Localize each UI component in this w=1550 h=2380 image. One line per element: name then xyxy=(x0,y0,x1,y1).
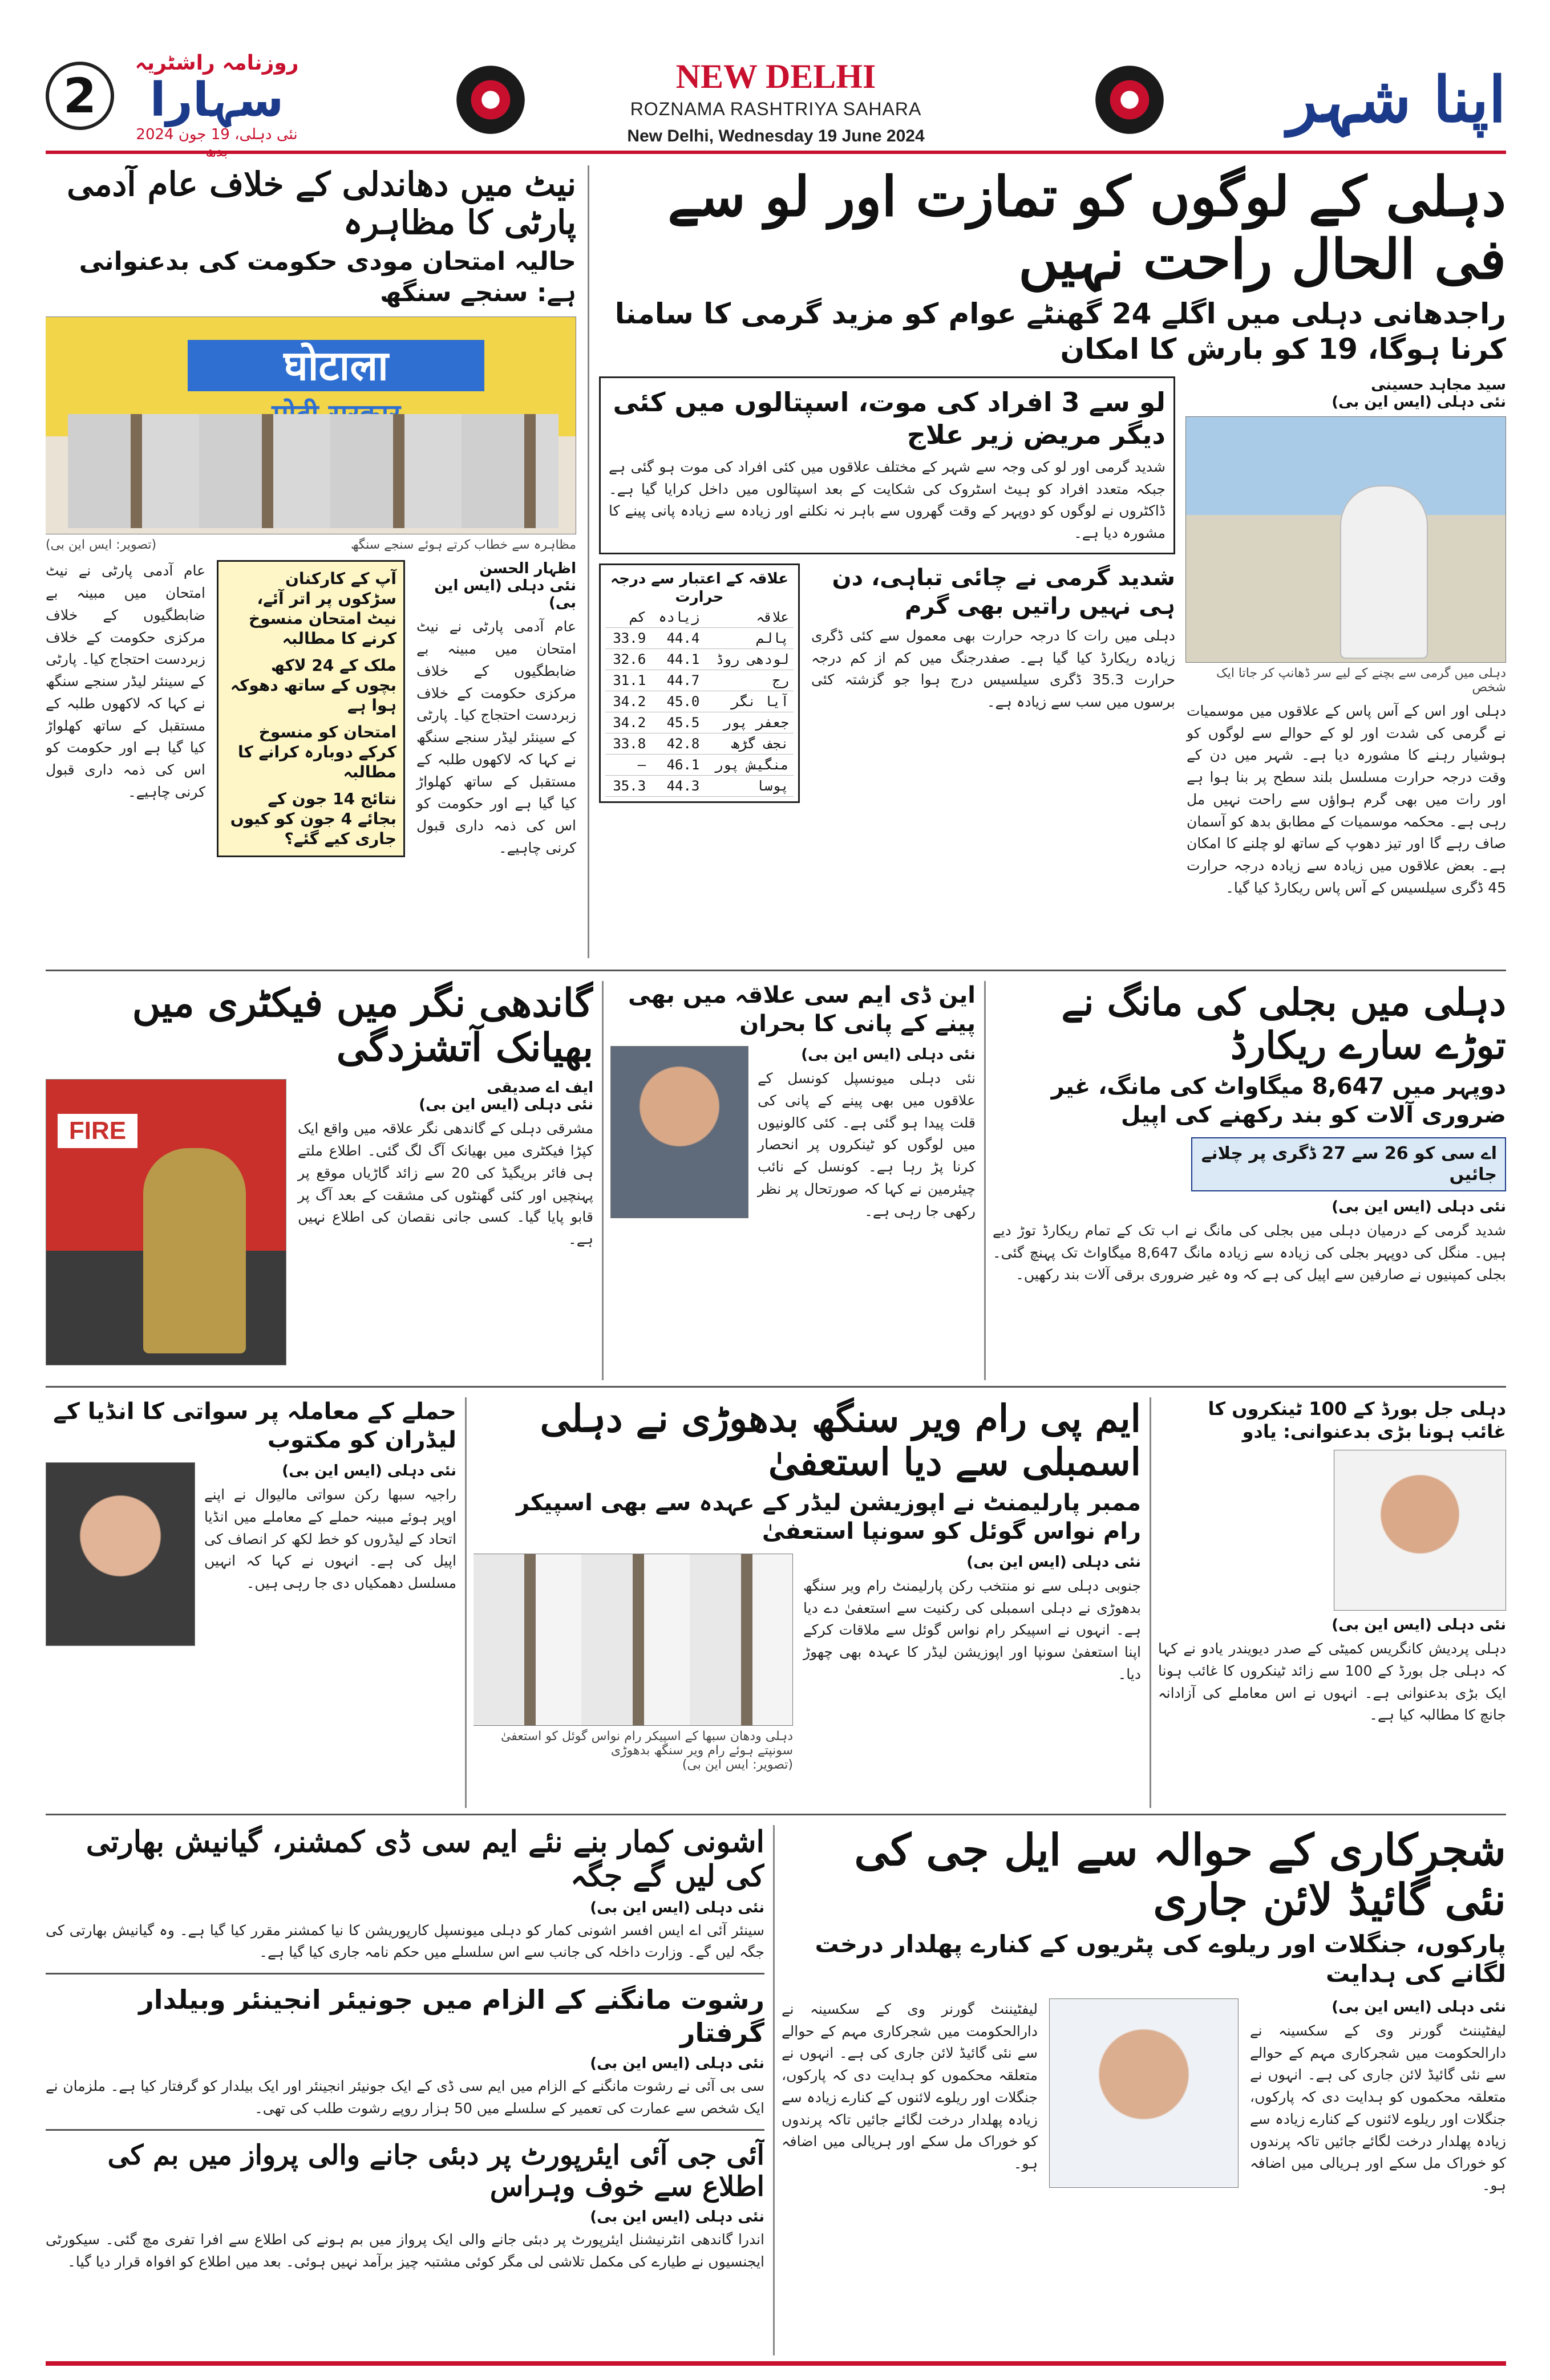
heat-story xyxy=(599,165,1506,958)
cell-max: 44.7 xyxy=(650,670,704,691)
deaths-body: شدید گرمی اور لو کی وجہ سے شہر کے مختلف علاقوں میں کئی افراد کی موت ہو گئی ہے جبکہ متعدد افراد کو ہیٹ اسٹروک کی شکایت کے بعد اسپتالوں میں داخل کرایا گیا ہے۔ ڈاکٹروں نے لوگوں کو دوپہر کے وقت گھروں سے باہر نہ نکلنے اور زیادہ سے زیادہ پانی پینے کا مشورہ دیا ہے۔ xyxy=(609,458,1165,542)
airport-headline[interactable]: آئی جی آئی ایئرپورٹ پر دبئی جانے والی پرواز میں بم کی اطلاع سے خوف وہراس xyxy=(107,2139,764,2203)
aap-bullet: امتحان کو منسوخ کرکے دوبارہ کرانے کا مطالبہ xyxy=(238,723,396,782)
tree-photo-portrait xyxy=(1049,1998,1239,2188)
column-divider xyxy=(984,981,986,1380)
logo-date-line: نئی دہلی، 19 جون 2024 بدھ xyxy=(136,126,298,160)
tree-text-col xyxy=(1250,1998,1506,2197)
night-headline[interactable]: شدید گرمی نے چائی تباہی، دن ہی نہیں راتیں بھی گرم xyxy=(832,564,1175,619)
maliwal-story xyxy=(46,1397,456,1808)
firefighter-figure xyxy=(143,1148,246,1353)
maliwal-text-col xyxy=(204,1462,456,1646)
bidhuri-text-col xyxy=(803,1554,1141,1772)
fire-headline[interactable]: گاندھی نگر میں فیکٹری میں بھیانک آتشزدگی xyxy=(132,981,593,1071)
mcd-body: سینئر آئی اے ایس افسر اشونی کمار کو دہلی میونسپل کارپوریشن کا نیا کمشنر مقرر کیا گیا ہے۔ وہ گیانیش بھارتی کی جگہ لیں گے۔ وزارت داخلہ کی جانب سے اس سلسلے میں حکم نامہ جاری کیا گیا ہے۔ xyxy=(46,1921,764,1961)
bidhuri-photo-credit: (تصویر: ایس این بی) xyxy=(682,1757,793,1772)
section-divider xyxy=(46,1814,1506,1815)
cell-max: 44.3 xyxy=(650,775,704,796)
airport-byline: نئی دہلی (ایس این بی) xyxy=(590,2208,764,2225)
cell-min: 35.3 xyxy=(605,775,650,796)
table-header: علاقہ xyxy=(704,607,794,628)
water-text-col xyxy=(758,1046,976,1222)
cell-area: پوسا xyxy=(704,775,794,796)
aap-author: اظہار الحسن xyxy=(479,560,576,578)
cell-area: آیا نگر xyxy=(704,691,794,712)
water-headline[interactable]: این ڈی ایم سی علاقہ میں بھی پینے کے پانی کا بحران xyxy=(628,982,976,1037)
tree-story xyxy=(782,1825,1506,2355)
city-name: NEW DELHI xyxy=(675,58,876,95)
heat-author: سید مجاہد حسینی xyxy=(1371,376,1506,394)
power-body: شدید گرمی کے درمیان دہلی میں بجلی کی مانگ نے اب تک کے تمام ریکارڈ توڑ دیے ہیں۔ منگل کی دوپہر بجلی کی زیادہ سے زیادہ مانگ 8,647 میگاواٹ تک پہنچ گئی۔ بجلی کمپنیوں نے صارفین سے اپیل کی ہے کہ وہ غیر ضروری برقی آلات بند رکھیں۔ xyxy=(993,1222,1506,1283)
jalboard-story xyxy=(1158,1397,1506,1808)
table-row xyxy=(605,754,794,775)
photo-people xyxy=(68,414,559,528)
logo[interactable] xyxy=(126,51,308,160)
fire-story xyxy=(46,981,593,1380)
table-row xyxy=(605,627,794,648)
aap-body-columns xyxy=(46,560,576,859)
power-subhead: دوپہر میں 8,647 میگاواٹ کی مانگ، غیر ضروری آلات کو بند رکھنے کی اپیل xyxy=(1051,1073,1506,1128)
aap-bullet: نتائج 14 جون کے بجائے 4 جون کو کیوں جاری کیے گئے؟ xyxy=(230,789,396,849)
fire-byline: نئی دہلی (ایس این بی) xyxy=(419,1096,593,1114)
water-columns xyxy=(610,1046,976,1222)
aap-body-2: عام آدمی پارٹی نے نیٹ امتحان میں مبینہ بے ضابطگیوں کے خلاف مرکزی حکومت کے خلاف زبردست احتجاج کیا۔ پارٹی کے سینئر لیڈر سنجے سنگھ نے کہا کہ لاکھوں طلبہ کے مستقبل کے ساتھ کھلواڑ کیا گیا ہے اور حکومت کو اس کی ذمہ داری قبول کرنی چاہیے۔ xyxy=(46,562,205,800)
column-divider xyxy=(1150,1397,1151,1808)
table-row xyxy=(605,691,794,712)
power-headline[interactable]: دہلی میں بجلی کی مانگ نے توڑے سارے ریکارڈ xyxy=(1061,981,1506,1068)
maliwal-body: راجیہ سبھا رکن سواتی مالیوال نے اپنے اوپر ہوئے مبینہ حملے کے معاملے میں انڈیا اتحاد کے لیڈروں کو خط لکھ کر انصاف کی اپیل کی ہے۔ انہوں نے کہا کہ انہیں مسلسل دھمکیاں دی جا رہی ہیں۔ xyxy=(204,1486,456,1591)
section-divider xyxy=(46,1386,1506,1388)
bidhuri-story xyxy=(474,1397,1141,1808)
story-divider xyxy=(46,1973,764,1974)
maliwal-headline[interactable]: حملے کے معاملہ پر سواتی کا انڈیا کے لیڈران کو مکتوب xyxy=(53,1398,456,1453)
cell-area: پالم xyxy=(704,627,794,648)
cell-min: 34.2 xyxy=(605,712,650,733)
aap-col xyxy=(416,560,576,859)
aap-bullet: آپ کے کارکنان سڑکوں پر اتر آئے، نیٹ امتحان منسوخ کرنے کا مطالبہ xyxy=(248,569,396,648)
fire-body: مشرقی دہلی کے گاندھی نگر علاقہ میں واقع ایک کپڑا فیکٹری میں بھیانک آگ لگ گئی۔ اطلاع ملتے ہی فائر بریگیڈ کی 20 سے زائد گاڑیاں موقع پر پہنچیں اور کئی گھنٹوں کی مشقت کے بعد آگ پر قابو پایا گیا۔ کسی جانی نقصان کی اطلاع نہیں ہے۔ xyxy=(298,1120,593,1248)
cell-area: رج xyxy=(704,670,794,691)
logo-name: سہارا xyxy=(149,73,284,127)
bidhuri-body: جنوبی دہلی سے نو منتخب رکن پارلیمنٹ رام ویر سنگھ بدھوڑی نے دہلی اسمبلی کی رکنیت سے استعفیٰ دے دیا ہے۔ انہوں نے اسپیکر رام نواس گوئل سے ملاقات کرکے اپنا استعفیٰ سونپا اور اپوزیشن لیڈر کا عہدہ بھی چھوڑ دیا۔ xyxy=(803,1577,1141,1682)
power-highlight: اے سی کو 26 سے 27 ڈگری پر چلانے جائیں xyxy=(1191,1137,1506,1191)
tree-body: لیفٹیننٹ گورنر وی کے سکسینہ نے دارالحکومت میں شجرکاری مہم کے حوالے سے نئی گائیڈ لائن جاری کی ہے۔ انہوں نے متعلقہ محکموں کو ہدایت دی کہ پارکوں، جنگلات اور ریلوے لائنوں کے کنارے زیادہ سے زیادہ پھلدار درخت لگائے جائیں تاکہ پرندوں کو خوراک مل سکے اور ہریالی میں اضافہ ہو۔ xyxy=(1250,2022,1506,2194)
cell-min: 32.6 xyxy=(605,648,650,670)
column-divider xyxy=(773,1825,775,2355)
cell-max: 44.1 xyxy=(650,648,704,670)
jalboard-body: دہلی پردیش کانگریس کمیٹی کے صدر دیویندر یادو نے کہا کہ دہلی جل بورڈ کے 100 سے زائد ٹینکروں کا غائب ہونا ایک بڑی بدعنوانی ہے۔ انہوں نے اس معاملے کی آزادانہ جانچ کا مطالبہ کیا ہے۔ xyxy=(1158,1640,1506,1724)
water-byline: نئی دہلی (ایس این بی) xyxy=(801,1046,976,1063)
cell-max: 45.5 xyxy=(650,712,704,733)
column-divider xyxy=(602,981,604,1380)
fire-author: ایف اے صدیقی xyxy=(487,1079,593,1097)
section-title: اپنا شہر xyxy=(1287,63,1506,136)
sun-emblem-icon xyxy=(1095,66,1164,134)
story-divider xyxy=(46,2129,764,2131)
aap-caption-row xyxy=(46,538,576,552)
photo-person xyxy=(1340,485,1428,659)
power-story xyxy=(993,981,1506,1380)
heat-deaths-box xyxy=(599,376,1175,554)
water-photo-portrait xyxy=(610,1046,748,1218)
masthead-center xyxy=(559,57,993,146)
table-row xyxy=(605,648,794,670)
logo-tag: روزنامہ راشٹریہ xyxy=(135,51,299,75)
cell-min: 33.9 xyxy=(605,627,650,648)
heat-photo-caption: دہلی میں گرمی سے بچنے کے لیے سر ڈھانپ کر جاتا ایک شخص xyxy=(1216,666,1506,695)
cell-min: 31.1 xyxy=(605,670,650,691)
bidhuri-headline[interactable]: ایم پی رام ویر سنگھ بدھوڑی نے دہلی اسمبلی سے دیا استعفیٰ xyxy=(540,1397,1141,1484)
cell-max: 46.1 xyxy=(650,754,704,775)
column-divider xyxy=(465,1397,467,1808)
bidhuri-photo-caption: دہلی ودھان سبھا کے اسپیکر رام نواس گوئل کو استعفیٰ سونپتے ہوئے رام ویر سنگھ بدھوڑی xyxy=(500,1729,793,1758)
masthead xyxy=(46,46,1506,160)
power-byline: نئی دہلی (ایس این بی) xyxy=(1332,1198,1506,1215)
photo-banner: घोटाला xyxy=(188,340,484,391)
cell-area: لودھی روڈ xyxy=(704,648,794,670)
aap-photo xyxy=(46,317,576,534)
page-number: 2 xyxy=(46,62,114,130)
mcd-story xyxy=(46,1825,764,1964)
issue-date: New Delhi, Wednesday 19 June 2024 xyxy=(627,127,925,145)
cell-area: جعفر پور xyxy=(704,712,794,733)
bidhuri-byline: نئی دہلی (ایس این بی) xyxy=(966,1553,1141,1571)
aap-story xyxy=(46,165,576,958)
table-row xyxy=(605,670,794,691)
cell-area: منگیش پور xyxy=(704,754,794,775)
fire-sign: FIRE xyxy=(58,1114,137,1148)
tree-byline: نئی دہلی (ایس این بی) xyxy=(1332,1998,1506,2016)
tree-columns xyxy=(782,1998,1506,2197)
heat-body: دہلی اور اس کے آس پاس کے علاقوں میں موسمیات نے گرمی کی شدت اور لو کے حوالے سے لوگوں کو ہوشیار رہنے کا مشورہ دیا ہے۔ شہر میں دن کے وقت درجہ حرارت مسلسل بلند سطح پر بنا ہوا ہے اور رات میں بھی گرم ہواؤں سے راحت نہیں مل رہی ہے۔ محکمہ موسمیات کے مطابق بدھ کو آسمان صاف رہے گا اور تیز دھوپ کے ساتھ لو چلنے کا امکان ہے۔ بعض علاقوں میں زیادہ سے زیادہ درجہ حرارت 45 ڈگری سیلسیس کے آس پاس ریکارڈ کیا گیا۔ xyxy=(1187,702,1506,896)
tree-subhead: پارکوں، جنگلات اور ریلوے کی پٹریوں کے کنارے پھلدار درخت لگانے کی ہدایت xyxy=(815,1929,1506,1988)
aap-byline: نئی دہلی (ایس این بی) xyxy=(434,577,576,612)
bidhuri-columns xyxy=(474,1554,1141,1772)
heat-side-col xyxy=(599,376,1175,899)
airport-body: اندرا گاندھی انٹرنیشنل ایئرپورٹ پر دبئی جانے والی ایک پرواز میں بم ہونے کی اطلاع سے افرا تفری مچ گئی۔ سیکورٹی ایجنسیوں نے طیارے کی مکمل تلاشی لی مگر کوئی مشتبہ چیز برآمد نہیں ہوئی۔ بعد میں اطلاع کو افواہ قرار دیا گیا۔ xyxy=(46,2231,764,2270)
fire-text-col xyxy=(298,1079,593,1365)
heat-photo xyxy=(1185,416,1506,663)
column-divider xyxy=(588,165,589,958)
mcd-headline[interactable]: اشونی کمار بنے نئے ایم سی ڈی کمشنر، گیانیش بھارتی کی لیں گے جگہ xyxy=(86,1825,764,1894)
table-row xyxy=(605,733,794,754)
cell-area: نجف گڑھ xyxy=(704,733,794,754)
footer-rule xyxy=(46,2361,1506,2366)
bidhuri-subhead: ممبر پارلیمنٹ نے اپوزیشن لیڈر کے عہدہ سے بھی اسپیکر رام نواس گوئل کو سونپا استعفیٰ xyxy=(516,1489,1141,1544)
table-header-row xyxy=(605,607,794,628)
table-header: کم xyxy=(605,607,650,628)
aap-photo-credit: (تصویر: ایس این بی) xyxy=(46,538,157,553)
aap-photo-caption: مظاہرہ سے خطاب کرتے ہوئے سنجے سنگھ xyxy=(351,538,576,553)
heat-headline[interactable]: دہلی کے لوگوں کو تمازت اور لو سے فی الحال راحت نہیں xyxy=(667,165,1506,292)
bidhuri-photo-col xyxy=(474,1554,793,1772)
temperature-table-box xyxy=(599,563,800,803)
aap-headline[interactable]: نیٹ میں دھاندلی کے خلاف عام آدمی پارٹی کا مظاہرہ xyxy=(67,165,576,242)
water-story xyxy=(610,981,976,1380)
cell-max: 44.4 xyxy=(650,627,704,648)
sun-emblem-icon xyxy=(456,66,525,134)
night-body: دہلی میں رات کا درجہ حرارت بھی معمول سے کئی ڈگری زیادہ ریکارڈ کیا گیا ہے۔ صفدرجنگ میں کم از کم درجہ حرارت 35.3 ڈگری سیلسیس درج ہوا جو گزشتہ کئی برسوں میں سب سے زیادہ ہے۔ xyxy=(811,627,1175,711)
cell-max: 45.0 xyxy=(650,691,704,712)
maliwal-photo-portrait xyxy=(46,1462,195,1646)
aap-bullets-box xyxy=(217,560,405,857)
bidhuri-photo xyxy=(474,1554,793,1726)
cell-max: 42.8 xyxy=(650,733,704,754)
heat-byline: نئی دہلی (ایس این بی) xyxy=(1332,393,1506,411)
table-row xyxy=(605,775,794,796)
bribe-story xyxy=(46,1984,764,2120)
section-divider xyxy=(46,970,1506,971)
heat-night-row xyxy=(599,563,1175,803)
table-row xyxy=(605,712,794,733)
bribe-headline[interactable]: رشوت مانگنے کے الزام میں جونیئر انجینئر وبیلدار گرفتار xyxy=(139,1984,764,2048)
deaths-headline[interactable]: لو سے 3 افراد کی موت، اسپتالوں میں کئی دیگر مریض زیر علاج xyxy=(613,386,1165,451)
heat-subhead: راجدھانی دہلی میں اگلے 24 گھنٹے عوام کو مزید گرمی کا سامنا کرنا ہوگا، 19 کو بارش کا امکان xyxy=(614,297,1506,366)
cell-min: 33.8 xyxy=(605,733,650,754)
water-body: نئی دہلی میونسپل کونسل کے علاقوں میں بھی پینے کے پانی کی قلت پیدا ہو گئی ہے۔ کئی کالونیوں میں لوگوں کو ٹینکروں پر انحصار کرنا پڑ رہا ہے۔ کونسل کے نائب چیئرمین نے کہا کہ صورتحال پر نظر رکھی جا رہی ہے۔ xyxy=(758,1070,976,1219)
fire-columns xyxy=(46,1079,593,1365)
fire-photo xyxy=(46,1079,286,1365)
jalboard-photo-portrait xyxy=(1334,1450,1506,1611)
tree-body-2: لیفٹیننٹ گورنر وی کے سکسینہ نے دارالحکومت میں شجرکاری مہم کے حوالے سے نئی گائیڈ لائن جاری کی ہے۔ انہوں نے متعلقہ محکموں کو ہدایت دی کہ پارکوں، جنگلات اور ریلوے لائنوں کے کنارے زیادہ سے زیادہ پھلدار درخت لگائے جائیں تاکہ پرندوں کو خوراک مل سکے اور ہریالی میں اضافہ ہو۔ xyxy=(782,2000,1038,2172)
table-header: زیادہ xyxy=(650,607,704,628)
cell-min: 34.2 xyxy=(605,691,650,712)
heat-body-columns xyxy=(599,376,1506,899)
airport-story xyxy=(46,2140,764,2273)
night-col xyxy=(811,563,1175,803)
maliwal-columns xyxy=(46,1462,456,1646)
mcd-byline: نئی دہلی (ایس این بی) xyxy=(590,1899,764,1916)
maliwal-byline: نئی دہلی (ایس این بی) xyxy=(282,1462,456,1479)
heat-main-col xyxy=(1187,376,1506,899)
aap-body: عام آدمی پارٹی نے نیٹ امتحان میں مبینہ بے ضابطگیوں کے خلاف مرکزی حکومت کے خلاف زبردست احتجاج کیا۔ پارٹی کے سینئر لیڈر سنجے سنگھ نے کہا کہ لاکھوں طلبہ کے مستقبل کے ساتھ کھلواڑ کیا گیا ہے اور حکومت کو اس کی ذمہ داری قبول کرنی چاہیے۔ xyxy=(416,618,576,856)
aap-subhead: حالیہ امتحان مودی حکومت کی بدعنوانی ہے: سنجے سنگھ xyxy=(79,247,576,308)
jalboard-headline[interactable]: دہلی جل بورڈ کے 100 ٹینکروں کا غائب ہونا بڑی بدعنوانی: یادو xyxy=(1208,1398,1506,1442)
temperature-table xyxy=(605,607,794,797)
cell-min: — xyxy=(605,754,650,775)
jalboard-byline: نئی دہلی (ایس این بی) xyxy=(1332,1616,1506,1633)
bribe-byline: نئی دہلی (ایس این بی) xyxy=(590,2055,764,2073)
tree-headline[interactable]: شجرکاری کے حوالہ سے ایل جی کی نئی گائیڈ لائن جاری xyxy=(854,1825,1506,1925)
aap-bullet: ملک کے 24 لاکھ بچوں کے ساتھ دھوکہ ہوا ہے xyxy=(230,656,396,715)
table-title: علاقہ کے اعتبار سے درجہ حرارت xyxy=(610,570,789,606)
bribe-body: سی بی آئی نے رشوت مانگنے کے الزام میں ایم سی ڈی کے ایک جونیئر انجینئر اور ایک بیلدار کو گرفتار کیا ہے۔ ملزمان نے ایک شخص سے عمارت کی تعمیر کے سلسلے میں 50 ہزار روپے رشوت طلب کی تھی۔ xyxy=(46,2078,764,2117)
left-bottom-block xyxy=(46,1825,764,2355)
paper-name: ROZNAMA RASHTRIYA SAHARA xyxy=(630,99,922,119)
